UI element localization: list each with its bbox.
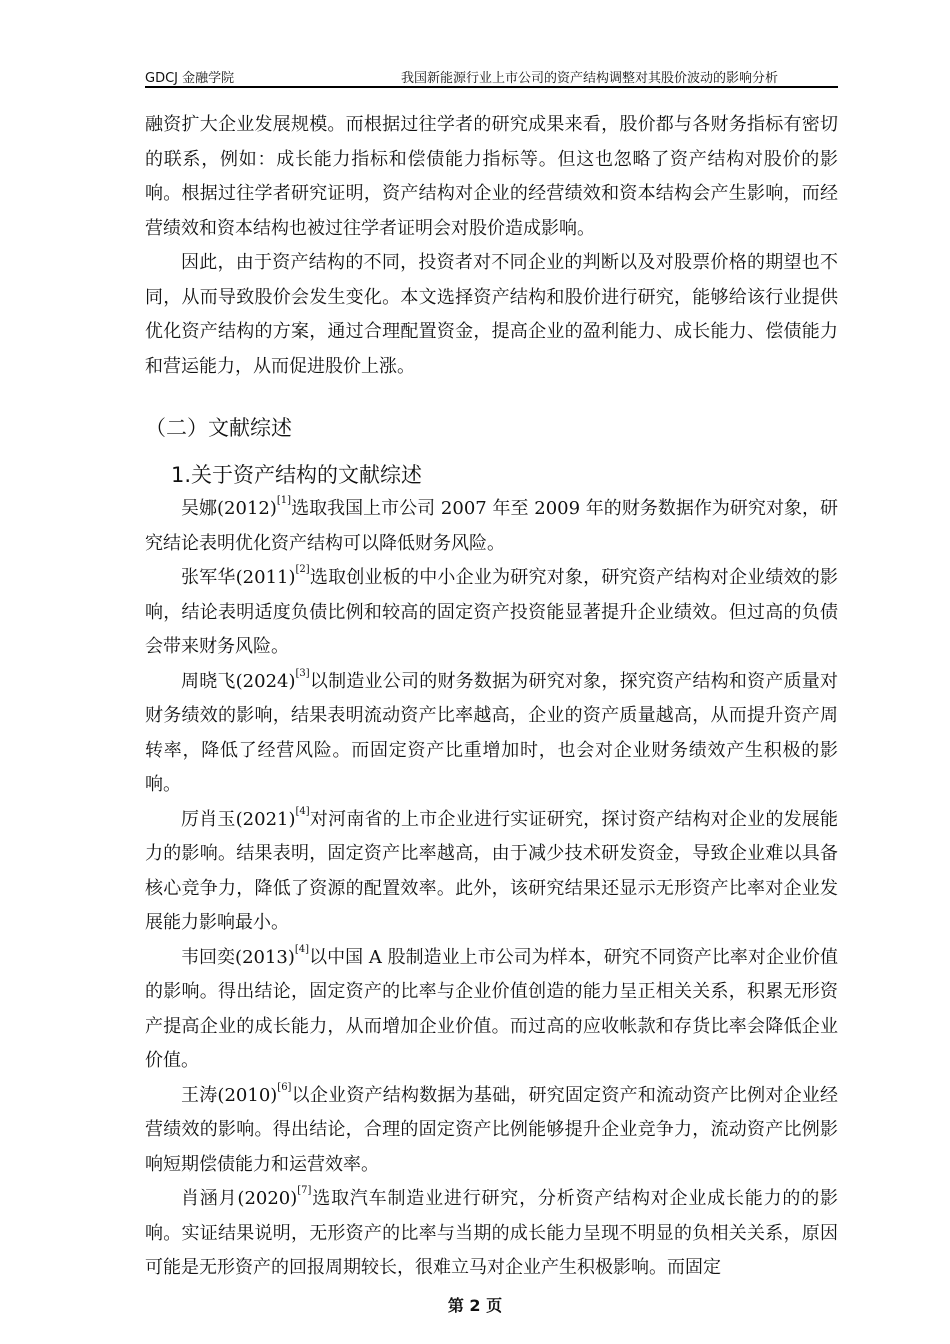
page-number: 第 2 页 [447, 1296, 503, 1315]
citation-marker: [3] [295, 667, 310, 679]
header-title: 我国新能源行业上市公司的资产结构调整对其股价波动的影响分析 [400, 71, 778, 86]
reference-text: 以中国 A 股制造业上市公司为样本，研究不同资产比率对企业价值的影响。得出结论，固定资产的比率与企业价值创造的能力呈正相关关系，积累无形资产提高企业的成长能力，从而增加企业价值。而过高的应收帐款和存货比率会降低企业价值。 [145, 946, 838, 1071]
reference-text: 以企业资产结构数据为基础，研究固定资产和流动资产比例对企业经营绩效的影响。得出结论，合理的固定资产比例能够提升企业竞争力，流动资产比例影响短期偿债能力和运营效率。 [145, 1084, 838, 1175]
citation-marker: [4] [295, 805, 310, 817]
reference-paragraph [145, 1079, 838, 1183]
reference-paragraph [145, 492, 838, 561]
paragraph: 融资扩大企业发展规模。而根据过往学者的研究成果来看，股价都与各财务指标有密切的联系，例如：成长能力指标和偿债能力指标等。但这也忽略了资产结构对股价的影响。根据过往学者研究证明，资产结构对企业的经营绩效和资本结构会产生影响，而经营绩效和资本结构也被过往学者证明会对股价造成影响。 [145, 114, 838, 239]
citation-marker: [6] [277, 1081, 292, 1093]
citation-marker: [7] [297, 1185, 312, 1196]
reference-author: 厉肖玉(2021) [181, 808, 296, 830]
reference-text: 对河南省的上市企业进行实证研究，探讨资产结构对企业的发展能力的影响。结果表明，固定资产比率越高，由于减少技术研发资金，导致企业难以具备核心竞争力，降低了资源的配置效率。此外，该研究结果还显示无形资产比率对企业发展能力影响最小。 [145, 808, 838, 933]
reference-paragraph [145, 941, 838, 1079]
reference-author: 韦回奕(2013) [181, 946, 295, 968]
reference-paragraph [145, 561, 838, 665]
reference-text: 以制造业公司的财务数据为研究对象，探究资产结构和资产质量对财务绩效的影响，结果表明流动资产比率越高，企业的资产质量越高，从而提升资产周转率，降低了经营风险。而固定资产比重增加时，也会对企业财务绩效产生积极的影响。 [145, 670, 838, 795]
section-heading: （二）文献综述 [145, 416, 292, 440]
reference-text: 选取汽车制造业进行研究，分析资产结构对企业成长能力的的影响。实证结果说明，无形资产的比率与当期的成长能力呈现不明显的负相关关系，原因可能是无形资产的回报周期较长，很难立马对企业产生积极影响。而固定 [145, 1188, 839, 1278]
page-body [145, 108, 838, 1286]
citation-marker: [1] [276, 495, 292, 506]
reference-text: 选取我国上市公司 2007 年至 2009 年的财务数据作为研究对象，研究结论表明优化资产结构可以降低财务风险。 [145, 498, 838, 554]
header-institution: GDCJ 金融学院 [145, 71, 235, 86]
literature-review [145, 492, 838, 1286]
citation-marker: [2] [295, 564, 310, 575]
subsection-heading: 1.关于资产结构的文献综述 [171, 463, 423, 487]
reference-author: 吴娜(2012) [181, 498, 277, 519]
reference-paragraph [145, 665, 838, 803]
page-header [145, 64, 838, 88]
reference-author: 肖涵月(2020) [181, 1188, 298, 1209]
reference-author: 张军华(2011) [181, 567, 296, 588]
citation-marker: [4] [294, 943, 310, 955]
reference-text: 选取创业板的中小企业为研究对象，研究资产结构对企业绩效的影响，结论表明适度负债比例和较高的固定资产投资能显著提升企业绩效。但过高的负债会带来财务风险。 [145, 567, 838, 657]
reference-author: 周晓飞(2024) [181, 670, 296, 692]
reference-paragraph [145, 803, 838, 941]
reference-paragraph [145, 1182, 838, 1286]
reference-author: 王涛(2010) [181, 1084, 278, 1106]
paragraph: 因此，由于资产结构的不同，投资者对不同企业的判断以及对股票价格的期望也不同，从而导致股价会发生变化。本文选择资产结构和股价进行研究，能够给该行业提供优化资产结构的方案，通过合理配置资金，提高企业的盈利能力、成长能力、偿债能力和营运能力，从而促进股价上涨。 [145, 252, 838, 377]
